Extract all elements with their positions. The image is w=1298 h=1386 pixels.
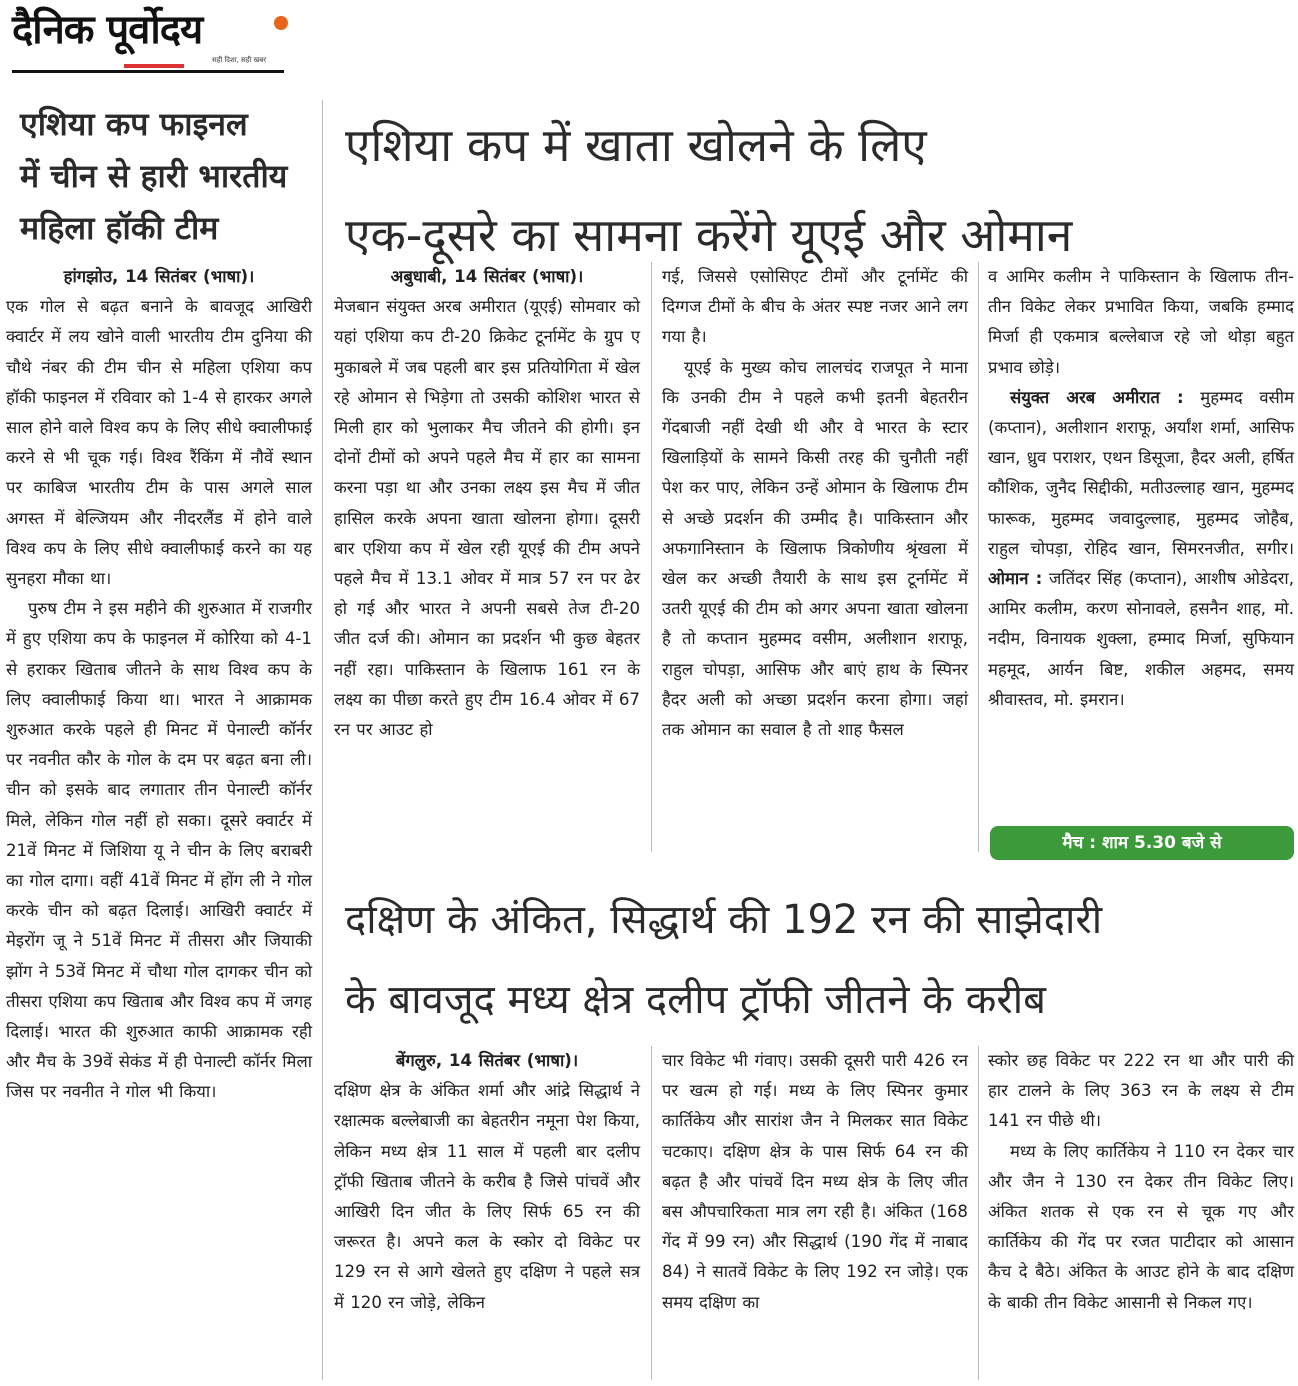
oman-squad: जतिंदर सिंह (कप्तान), आशीष ओडेदरा, आमिर कलीम, करण सोनावले, हसनैन शाह, मो. नदीम, विनायक शुक्ला, हम्माद मिर्जा, सुफियान महमूद, आर्यन बिष्ट, शकील अहमद, समय श्रीवास्तव, मो. इमरान। — [988, 569, 1295, 709]
masthead-dot-icon — [274, 16, 288, 30]
masthead-tagline: सही दिशा, सही खबर — [212, 56, 267, 64]
column-divider — [651, 262, 652, 852]
story1-headline-line: में चीन से हारी भारतीय — [20, 157, 288, 195]
story2-dateline: अबुधाबी, 14 सितंबर (भाषा)। — [390, 267, 584, 286]
story2-headline-line: एक-दूसरे का सामना करेंगे यूएई और ओमान — [345, 208, 1073, 262]
masthead-title: दैनिक पूर्वोदय — [12, 6, 203, 53]
story2-col1 — [334, 262, 640, 745]
story1-headline-line: महिला हॉकी टीम — [20, 209, 219, 247]
story2-headline-line: एशिया कप में खाता खोलने के लिए — [345, 118, 927, 172]
story2-col2 — [662, 262, 968, 745]
masthead-accent-bar — [124, 64, 184, 68]
story1-headline — [20, 98, 305, 254]
story3-col3 — [988, 1046, 1294, 1318]
story3-headline — [345, 880, 1102, 1040]
masthead — [12, 6, 284, 72]
story3-headline-line: दक्षिण के अंकित, सिद्धार्थ की 192 रन की साझेदारी — [345, 897, 1103, 943]
story3-paragraph: मध्य के लिए कार्तिकेय ने 110 रन देकर चार और जैन ने 130 रन देकर तीन विकेट लिए। अंकित शतक से एक रन से चूक गए और कार्तिकेय की गेंद पर रजत पाटीदार को आसान कैच दे बैठे। अंकित के आउट होने के बाद दक्षिण के बाकी तीन विकेट आसानी से निकल गए। — [988, 1141, 1294, 1312]
story1-headline-line: एशिया कप फाइनल — [20, 105, 248, 143]
story2-paragraph: गई, जिससे एसोसिएट टीमों और टूर्नामेंट की दिग्गज टीमों के बीच के अंतर स्पष्ट नजर आने लग गया है। — [662, 267, 968, 347]
story3-col1 — [334, 1046, 640, 1318]
story3-dateline: बेंगलुरु, 14 सितंबर (भाषा)। — [395, 1051, 579, 1070]
column-divider — [978, 262, 979, 852]
match-time-banner: मैच : शाम 5.30 बजे से — [990, 826, 1294, 860]
column-divider — [322, 100, 323, 1380]
story1-paragraph: एक गोल से बढ़त बनाने के बावजूद आखिरी क्वार्टर में लय खोने वाली भारतीय टीम दुनिया की चौथे नंबर की टीम चीन से महिला एशिया कप हॉकी फाइनल में रविवार को 1-4 से हारकर अगले साल होने वाले विश्व कप के लिए सीधे क्वालीफाई करने से भी चूक गई। विश्व रैंकिंग में नौवें स्थान पर काबिज भारतीय टीम के पास अगले साल अगस्त में बेल्जियम और नीदरलैंड में होने वाले विश्व कप के लिए सीधे क्वालीफाई करने का यह सुनहरा मौका था। — [6, 297, 312, 589]
story3-paragraph: स्कोर छह विकेट पर 222 रन था और पारी की हार टालने के लिए 363 रन के लक्ष्य से टीम 141 रन पीछे थी। — [988, 1051, 1294, 1131]
story2-paragraph: व आमिर कलीम ने पाकिस्तान के खिलाफ तीन-तीन विकेट लेकर प्रभावित किया, जबकि हम्माद मिर्जा ही एकमात्र बल्लेबाज रहे जो थोड़ा बहुत प्रभाव छोड़े। — [988, 267, 1294, 377]
story3-headline-line: के बावजूद मध्य क्षेत्र दलीप ट्रॉफी जीतने के करीब — [345, 977, 1046, 1023]
story3-paragraph: चार विकेट भी गंवाए। उसकी दूसरी पारी 426 रन पर खत्म हो गई। मध्य के लिए स्पिनर कुमार कार्तिकेय और सारांश जैन ने मिलकर सात विकेट चटकाए। दक्षिण क्षेत्र के पास सिर्फ 64 रन की बढ़त है और पांचवें दिन मध्य क्षेत्र के लिए जीत बस औपचारिकता मात्र लग रही है। अंकित (168 गेंद में 99 रन) और सिद्धार्थ (190 गेंद में नाबाद 84) ने सातवें विकेट के लिए 192 रन जोड़े। एक समय दक्षिण का — [662, 1051, 968, 1312]
story1-body — [6, 262, 312, 1108]
story2-headline — [345, 100, 1072, 280]
story3-paragraph: दक्षिण क्षेत्र के अंकित शर्मा और आंद्रे सिद्धार्थ ने रक्षात्मक बल्लेबाजी का बेहतरीन नमूना पेश किया, लेकिन मध्य क्षेत्र 11 साल में पहली बार दलीप ट्रॉफी खिताब जीतने के करीब है जिसे पांचवें और आखिरी दिन जीत के लिए सिर्फ 65 रन की जरूरत है। अपने कल के स्कोर दो विकेट पर 129 रन से आगे खेलते हुए दक्षिण ने पहले सत्र में 120 रन जोड़े, लेकिन — [334, 1081, 640, 1312]
masthead-rule — [12, 70, 284, 73]
uae-squad: मुहम्मद वसीम (कप्तान), अलीशान शराफू, अर्यांश शर्मा, आसिफ खान, ध्रुव पराशर, एथन डिसूजा, हैदर अली, हर्षित कौशिक, जुनैद सिद्दीकी, मतीउल्लाह खान, मुहम्मद फारूक, मुहम्मद जवादुल्लाह, मुहम्मद जोहैब, राहुल चोपड़ा, रोहिद खान, सिमरनजीत, सगीर। — [988, 387, 1294, 558]
story2-paragraph: यूएई के मुख्य कोच लालचंद राजपूत ने माना कि उनकी टीम ने पहले कभी इतनी बेहतरीन गेंदबाजी नहीं देखी थी और वे भारत के स्टार खिलाड़ियों के सामने किसी तरह की चुनौती नहीं पेश कर पाए, लेकिन उन्हें ओमान के खिलाफ टीम से अच्छे प्रदर्शन की उम्मीद है। पाकिस्तान और अफगानिस्तान के खिलाफ त्रिकोणीय श्रृंखला में खेल कर अच्छी तैयारी के साथ इस टूर्नामेंट में उतरी यूएई की टीम को अगर अपना खाता खोलना है तो कप्तान मुहम्मद वसीम, अलीशान शराफू, राहुल चोपड़ा, आसिफ और बाएं हाथ के स्पिनर हैदर अली को अच्छा प्रदर्शन करना होगा। जहां तक ओमान का सवाल है तो शाह फैसल — [662, 357, 968, 740]
uae-squad-label: संयुक्त अरब अमीरात : — [1010, 387, 1184, 407]
story3-col2 — [662, 1046, 968, 1318]
story2-paragraph: मेजबान संयुक्त अरब अमीरात (यूएई) सोमवार को यहां एशिया कप टी-20 क्रिकेट टूर्नामेंट के ग्रुप ए मुकाबले में जब पहली बार इस प्रतियोगिता में खेल रहे ओमान से भिड़ेगा तो उसकी कोशिश भारत से मिली हार को भुलाकर मैच जीतने की होगी। इन दोनों टीमों को अपने पहले मैच में हार का सामना करना पड़ा था और उनका लक्ष्य इस मैच में जीत हासिल करके अपना खाता खोलना होगा। दूसरी बार एशिया कप में खेल रही यूएई की टीम अपने पहले मैच में 13.1 ओवर में मात्र 57 रन पर ढेर हो गई और भारत ने अपनी सबसे तेज टी-20 जीत दर्ज की। ओमान का प्रदर्शन भी कुछ बेहतर नहीं रहा। पाकिस्तान के खिलाफ 161 रन के लक्ष्य का पीछा करते हुए टीम 16.4 ओवर में 67 रन पर आउट हो — [334, 297, 640, 740]
oman-squad-label: ओमान : — [988, 569, 1043, 589]
story2-col3 — [988, 262, 1294, 715]
story1-paragraph: पुरुष टीम ने इस महीने की शुरुआत में राजगीर में हुए एशिया कप के फाइनल में कोरिया को 4-1 से हराकर खिताब जीतने के साथ विश्व कप के लिए क्वालीफाई किया था। भारत ने आक्रामक शुरुआत करके पहले ही मिनट में पेनाल्टी कॉर्नर पर नवनीत कौर के गोल के दम पर बढ़त बना ली। चीन को इसके बाद लगातार तीन पेनाल्टी कॉर्नर मिले, लेकिन गोल नहीं हो सका। दूसरे क्वार्टर में 21वें मिनट में जिशिया यू ने चीन के लिए बराबरी का गोल दागा। वहीं 41वें मिनट में होंग ली ने गोल करके चीन को बढ़त दिलाई। आखिरी क्वार्टर में मेइरोंग जू ने 51वें मिनट में तीसरा और जियाकी झोंग ने 53वें मिनट में चौथा गोल दागकर चीन को तीसरा एशिया कप खिताब और विश्व कप में जगह दिलाई। भारत की शुरुआत काफी आक्रामक रही और मैच के 39वें सेकंड में ही पेनाल्टी कॉर्नर मिला जिस पर नवनीत ने गोल भी किया। — [6, 599, 312, 1102]
story1-dateline: हांगझोउ, 14 सितंबर (भाषा)। — [63, 267, 255, 286]
column-divider — [651, 1046, 652, 1380]
column-divider — [978, 1046, 979, 1380]
